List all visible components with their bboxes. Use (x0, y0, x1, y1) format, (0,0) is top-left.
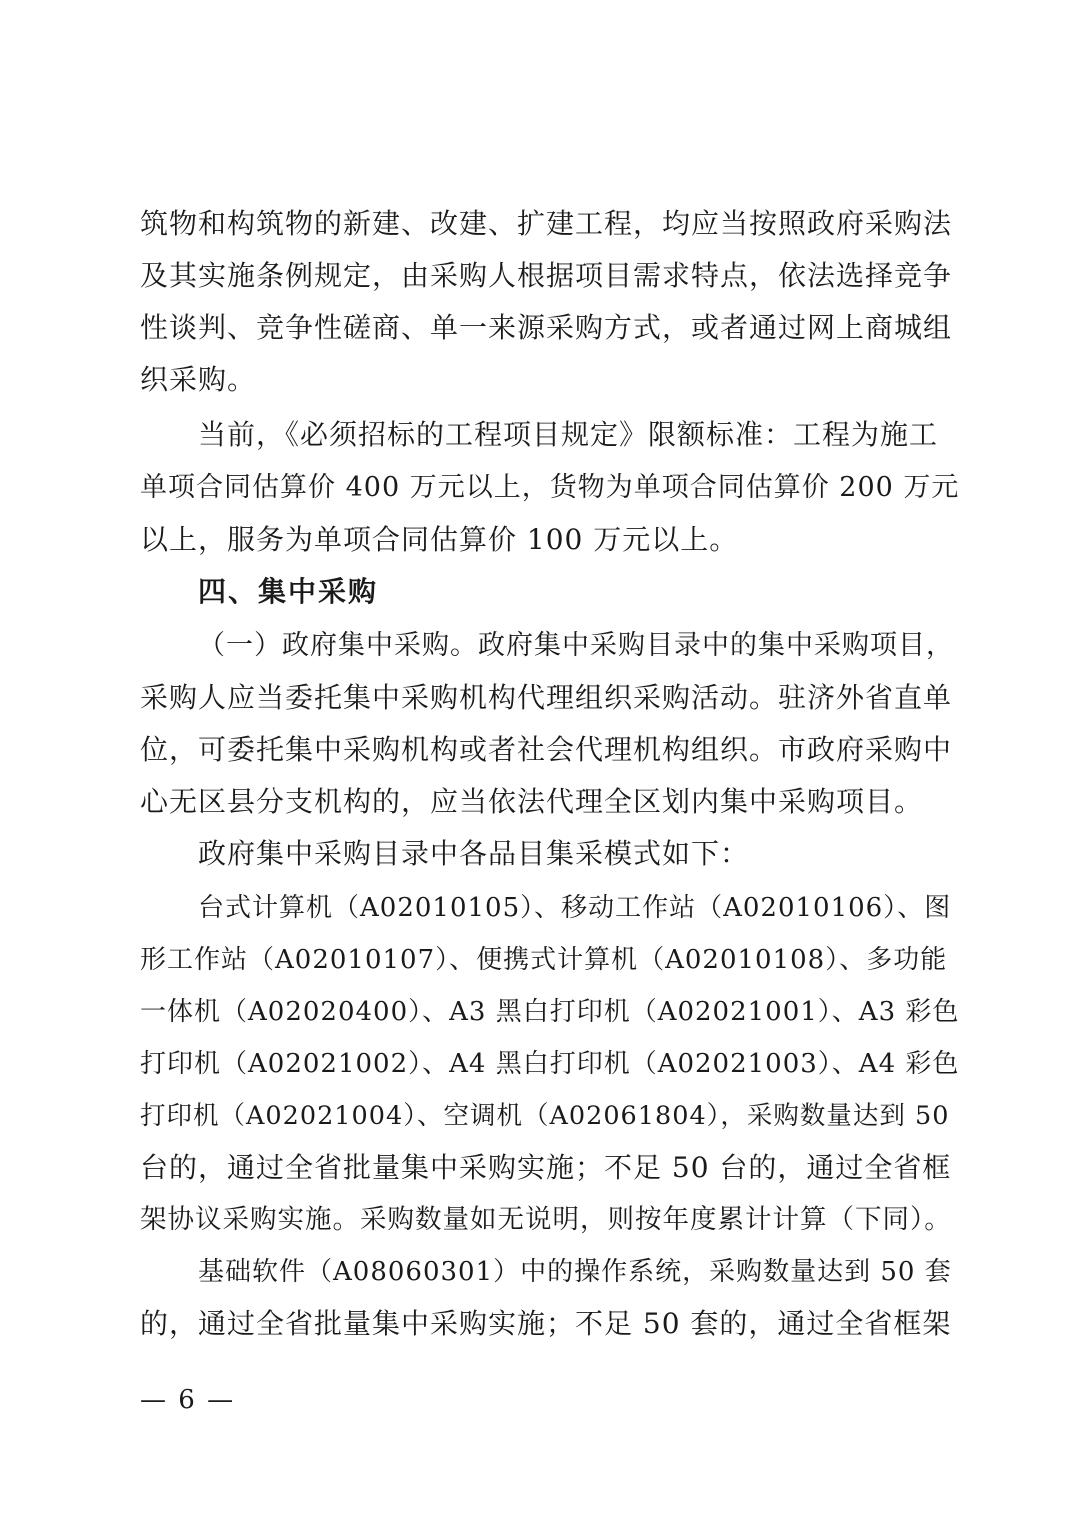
paragraph-line: 台的，通过全省批量集中采购实施；不足 50 台的，通过全省框 (140, 1151, 952, 1184)
paragraph-line: 打印机（A02021002）、A4 黑白打印机（A02021003）、A4 彩色 (140, 1049, 960, 1079)
paragraph-line: 架协议采购实施。采购数量如无说明，则按年度累计计算（下同）。 (140, 1204, 952, 1235)
paragraph-line: 当前，《必须招标的工程项目规定》限额标准：工程为施工 (198, 418, 939, 451)
section-heading: 四、集中采购 (198, 575, 379, 608)
paragraph-line: 位，可委托集中采购机构或者社会代理机构组织。市政府采购中 (140, 733, 953, 766)
page-number: — 6 — (140, 1385, 236, 1415)
paragraph-line: 筑物和构筑物的新建、改建、扩建工程，均应当按照政府采购法 (140, 207, 953, 240)
paragraph-line: 基础软件（A08060301）中的操作系统，采购数量达到 50 套 (198, 1257, 952, 1287)
paragraph-line: 以上，服务为单项合同估算价 100 万元以上。 (140, 523, 739, 556)
paragraph-line: 的，通过全省批量集中采购实施；不足 50 套的，通过全省框架 (140, 1307, 952, 1340)
paragraph-line: 及其实施条例规定，由采购人根据项目需求特点，依法选择竞争 (140, 259, 953, 292)
paragraph-line: 性谈判、竞争性磋商、单一来源采购方式，或者通过网上商城组 (140, 311, 953, 344)
paragraph-line: 台式计算机（A02010105）、移动工作站（A02010106）、图 (198, 893, 952, 923)
paragraph-line: （一）政府集中采购。政府集中采购目录中的集中采购项目， (198, 630, 954, 661)
paragraph-line: 采购人应当委托集中采购机构代理组织采购活动。驻济外省直单 (140, 681, 953, 714)
paragraph-line: 一体机（A02020400）、A3 黑白打印机（A02021001）、A3 彩色 (140, 997, 960, 1027)
paragraph-line: 打印机（A02021004）、空调机（A02061804），采购数量达到 50 (140, 1101, 950, 1131)
paragraph-line: 织采购。 (140, 363, 257, 396)
paragraph-line: 形工作站（A02010107）、便携式计算机（A02010108）、多功能 (140, 945, 948, 975)
paragraph-line: 政府集中采购目录中各品目集采模式如下： (198, 837, 750, 870)
paragraph-line: 单项合同估算价 400 万元以上，货物为单项合同估算价 200 万元 (140, 472, 960, 503)
paragraph-line: 心无区县分支机构的，应当依法代理全区划内集中采购项目。 (140, 785, 924, 818)
